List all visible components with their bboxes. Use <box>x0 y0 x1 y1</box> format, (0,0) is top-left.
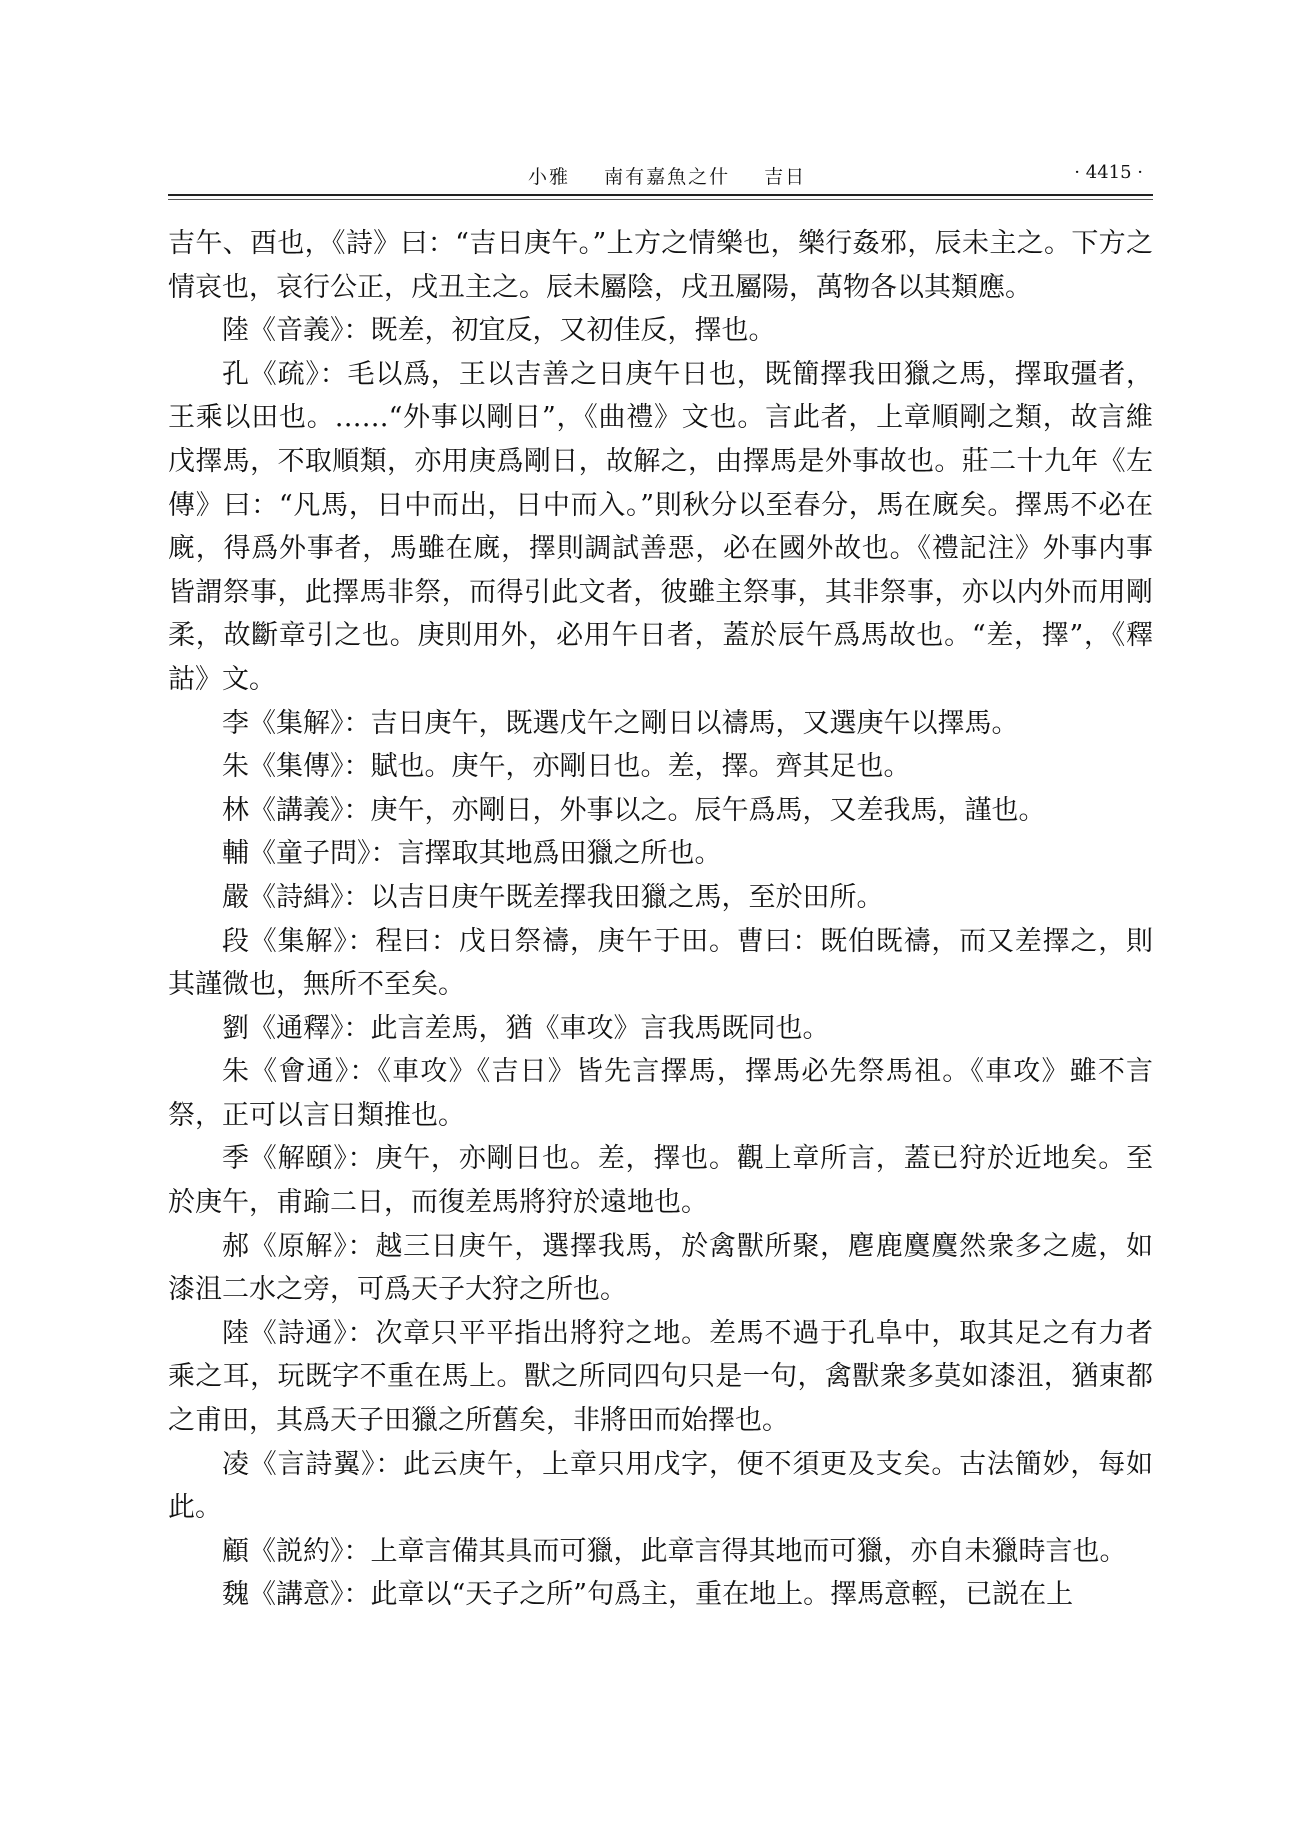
page-number: · 4415 · <box>1074 162 1143 183</box>
running-header <box>168 160 1153 200</box>
paragraph-wei-jiangyi: 魏《講意》：此章以“天子之所”句爲主，重在地上。擇馬意輕，已説在上 <box>222 1579 1074 1611</box>
header-rule-thick <box>168 194 1153 196</box>
paragraph-ji-jieyi: 季《解頤》：庚午，亦剛日也。差，擇也。觀上章所言，蓋已狩於近地矣。至於庚午，甫踰二日，而復差馬將狩於遠地也。 <box>168 1143 1153 1219</box>
body-text <box>168 222 1153 1617</box>
header-section-jiri: 吉日 <box>764 166 807 188</box>
paragraph-lu-yinyi: 陸《音義》：既差，初宜反，又初佳反，擇也。 <box>222 315 776 347</box>
paragraph-gu-shuoyue: 顧《説約》：上章言備其具而可獵，此章言得其地而可獵，亦自未獵時言也。 <box>222 1535 1127 1567</box>
header-section-nanyoujiayu: 南有嘉魚之什 <box>604 166 731 188</box>
paragraph-zhu-huitong: 朱《會通》：《車攻》《吉日》皆先言擇馬，擇馬必先祭馬祖。《車攻》雖不言祭，正可以言日類推也。 <box>168 1056 1153 1131</box>
paragraph-fu-tongziwen: 輔《童子問》：言擇取其地爲田獵之所也。 <box>222 838 722 870</box>
paragraph-lu-shitong: 陸《詩通》：次章只平平指出將狩之地。差馬不過于孔阜中，取其足之有力者乘之耳，玩既字不重在馬上。獸之所同四句只是一句，禽獸衆多莫如漆沮，猶東都之甫田，其爲天子田獵之所舊矣，非將田而始擇也。 <box>168 1317 1153 1437</box>
paragraph-liu-tongshi: 劉《通釋》：此言差馬，猶《車攻》言我馬既同也。 <box>222 1012 830 1044</box>
header-section-xiaoya: 小雅 <box>528 166 571 188</box>
paragraph-continuation: 吉午、酉也，《詩》曰：“吉日庚午。”上方之情樂也，樂行姦邪，辰未主之。下方之情哀也，哀行公正，戌丑主之。辰未屬陰，戌丑屬陽，萬物各以其類應。 <box>168 228 1153 303</box>
paragraph-kong-shu: 孔《疏》：毛以爲，王以吉善之日庚午日也，既簡擇我田獵之馬，擇取彊者，王乘以田也。……“外事以剛日”，《曲禮》文也。言此者，上章順剛之類，故言維戊擇馬，不取順類，亦用庚爲剛日，故解之，由擇馬是外事故也。莊二十九年《左傳》曰：“凡馬，日中而出，日中而入。”則秋分以至春分，馬在廐矣。擇馬不必在廐，得爲外事者，馬雖在廐，擇則調試善惡，必在國外故也。《禮記注》外事内事皆謂祭事，此擇馬非祭，而得引此文者，彼雖主祭事，其非祭事，亦以内外而用剛柔，故斷章引之也。庚則用外，必用午日者，蓋於辰午爲馬故也。“差，擇”，《釋詁》文。 <box>168 358 1153 695</box>
paragraph-ling-yanshiyi: 凌《言詩翼》：此云庚午，上章只用戊字，便不須更及支矣。古法簡妙，每如此。 <box>168 1448 1153 1524</box>
paragraph-lin-jiangyi: 林《講義》：庚午，亦剛日，外事以之。辰午爲馬，又差我馬，謹也。 <box>222 794 1046 826</box>
paragraph-zhu-jizhuan: 朱《集傳》：賦也。庚午，亦剛日也。差，擇。齊其足也。 <box>222 751 911 783</box>
paragraph-duan-jijie: 段《集解》：程曰：戊日祭禱，庚午于田。曹曰：既伯既禱，而又差擇之，則其謹微也，無所不至矣。 <box>168 925 1153 1001</box>
paragraph-li-jijie: 李《集解》：吉日庚午，既選戊午之剛日以禱馬，又選庚午以擇馬。 <box>222 707 1019 739</box>
paragraph-hao-yuanjie: 郝《原解》：越三日庚午，選擇我馬，於禽獸所聚，麀鹿麌麌然衆多之處，如漆沮二水之旁，可爲天子大狩之所也。 <box>168 1230 1153 1306</box>
header-title <box>528 162 832 189</box>
header-rule-thin <box>168 199 1153 200</box>
paragraph-yan-shiji: 嚴《詩緝》：以吉日庚午既差擇我田獵之馬，至於田所。 <box>222 881 884 913</box>
